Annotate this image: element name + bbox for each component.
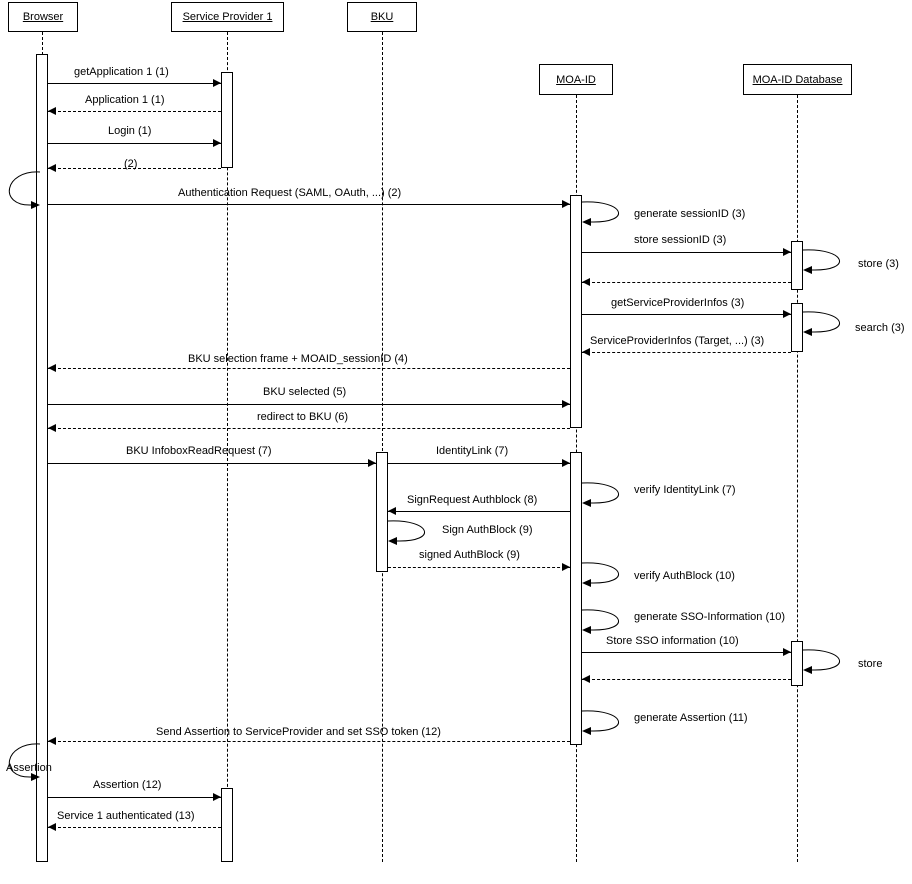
- self-call-s5: [388, 519, 436, 542]
- self-call-label-s9: generate Assertion (11): [634, 712, 748, 724]
- message-line-m9: [582, 352, 791, 353]
- message-line-m18: [582, 679, 791, 680]
- message-label-m9: ServiceProviderInfos (Target, ...) (3): [590, 335, 765, 347]
- message-arrow-m4: [48, 164, 56, 172]
- message-arrow-m19: [48, 737, 56, 745]
- lifeline-label-sp1: Service Provider 1: [182, 11, 273, 23]
- message-line-m1: [48, 83, 221, 84]
- message-line-m10: [48, 368, 570, 369]
- self-call-label-s5: Sign AuthBlock (9): [442, 524, 533, 536]
- lifeline-box-bku: [347, 2, 417, 32]
- message-line-m14: [388, 463, 570, 464]
- db-activation-search: [791, 303, 803, 352]
- self-call-label-s8: store: [858, 658, 883, 670]
- message-line-m8: [582, 314, 791, 315]
- message-label-m2: Application 1 (1): [85, 94, 165, 106]
- message-arrow-m18: [582, 675, 590, 683]
- message-line-m6: [582, 252, 791, 253]
- message-label-m6: store sessionID (3): [634, 234, 727, 246]
- self-call-s7: [582, 608, 630, 631]
- message-label-m1: getApplication 1 (1): [74, 66, 169, 78]
- self-call-s8: [803, 648, 851, 671]
- message-arrow-m20: [213, 793, 221, 801]
- message-label-m12: redirect to BKU (6): [257, 411, 349, 423]
- message-arrow-m15: [388, 507, 396, 515]
- message-label-m5: Authentication Request (SAML, OAuth, ...) (2): [178, 187, 402, 199]
- message-line-m2: [48, 111, 221, 112]
- db-activation-store-session: [791, 241, 803, 290]
- self-call-s1: [582, 200, 630, 223]
- self-call-label-s7: generate SSO-Information (10): [634, 611, 786, 623]
- message-line-m15: [388, 511, 570, 512]
- message-label-m14: IdentityLink (7): [436, 445, 509, 457]
- moaid-activation-auth: [570, 195, 582, 428]
- self-call-s2: [803, 248, 851, 271]
- message-line-m19: [48, 741, 570, 742]
- message-arrow-m3: [213, 139, 221, 147]
- message-label-m3: Login (1): [108, 125, 152, 137]
- sp1-activation-login: [221, 72, 233, 168]
- bku-activation-sign: [376, 452, 388, 572]
- message-line-m12: [48, 428, 570, 429]
- message-line-m16: [388, 567, 570, 568]
- lifeline-box-sp1: [171, 2, 284, 32]
- message-label-m20: Assertion (12): [93, 779, 162, 791]
- sp1-activation-assertion: [221, 788, 233, 862]
- lifeline-box-browser: [8, 2, 78, 32]
- message-arrow-m16: [562, 563, 570, 571]
- message-arrow-m12: [48, 424, 56, 432]
- message-arrow-m11: [562, 400, 570, 408]
- message-arrow-m17: [783, 648, 791, 656]
- message-arrow-m10: [48, 364, 56, 372]
- message-label-m15: SignRequest Authblock (8): [407, 494, 538, 506]
- message-arrow-m1: [213, 79, 221, 87]
- self-call-s6: [582, 561, 630, 584]
- message-line-m17: [582, 652, 791, 653]
- lifeline-line-moaiddb: [797, 95, 798, 862]
- message-arrow-m2: [48, 107, 56, 115]
- lifeline-box-moaid: [539, 64, 613, 95]
- lifeline-label-moaid: MOA-ID: [556, 73, 596, 86]
- message-arrow-m5: [562, 200, 570, 208]
- self-call-s3: [803, 310, 851, 333]
- message-arrow-m14: [562, 459, 570, 467]
- message-label-m8: getServiceProviderInfos (3): [611, 297, 745, 309]
- message-line-m3: [48, 143, 221, 144]
- message-arrow-m9: [582, 348, 590, 356]
- db-activation-store-sso: [791, 641, 803, 686]
- message-line-m5: [48, 204, 570, 205]
- message-line-m13: [48, 463, 376, 464]
- message-label-m16: signed AuthBlock (9): [419, 549, 520, 561]
- lifeline-label-browser: Browser: [22, 11, 64, 23]
- lifeline-label-moaiddb: MOA-ID Database: [752, 73, 843, 86]
- lifeline-label-bku: BKU: [370, 11, 394, 23]
- message-line-m20: [48, 797, 221, 798]
- browser-loop-bl1: [4, 170, 40, 206]
- message-label-m4: (2): [124, 158, 138, 170]
- moaid-activation-verify: [570, 452, 582, 745]
- browser-loop-label-bl2: Assertion: [6, 762, 52, 774]
- self-call-s9: [582, 709, 630, 732]
- lifeline-box-moaiddb: [743, 64, 852, 95]
- message-arrow-m13: [368, 459, 376, 467]
- message-label-m11: BKU selected (5): [263, 386, 347, 398]
- self-call-label-s6: verify AuthBlock (10): [634, 570, 735, 582]
- message-label-m17: Store SSO information (10): [606, 635, 739, 647]
- message-line-m11: [48, 404, 570, 405]
- message-label-m21: Service 1 authenticated (13): [57, 810, 195, 822]
- message-label-m13: BKU InfoboxReadRequest (7): [126, 445, 272, 457]
- message-arrow-m21: [48, 823, 56, 831]
- message-arrow-m8: [783, 310, 791, 318]
- self-call-label-s2: store (3): [858, 258, 899, 270]
- self-call-s4: [582, 481, 630, 504]
- self-call-label-s3: search (3): [855, 322, 905, 334]
- self-call-label-s4: verify IdentityLink (7): [634, 484, 736, 496]
- message-line-m21: [48, 827, 221, 828]
- message-label-m19: Send Assertion to ServiceProvider and set SSO token (12): [156, 726, 441, 738]
- message-arrow-m7: [582, 278, 590, 286]
- message-line-m7: [582, 282, 791, 283]
- message-arrow-m6: [783, 248, 791, 256]
- self-call-label-s1: generate sessionID (3): [634, 208, 746, 220]
- message-label-m10: BKU selection frame + MOAID_sessionID (4): [188, 353, 408, 365]
